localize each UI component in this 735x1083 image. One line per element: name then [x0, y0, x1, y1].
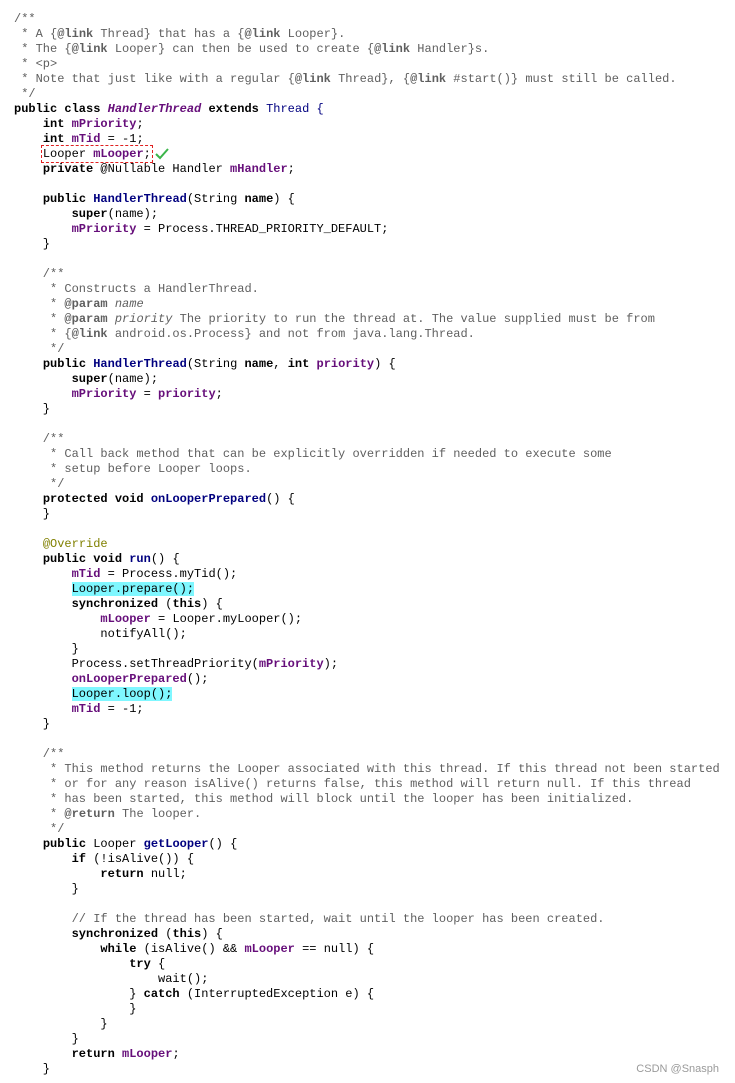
- code-token: mLooper: [93, 147, 144, 161]
- code-token: /**: [14, 747, 65, 761]
- code-token: ;: [172, 1047, 180, 1061]
- code-line: [14, 342, 720, 357]
- code-line: [14, 972, 720, 987]
- code-token: onLooperPrepared: [150, 492, 267, 506]
- code-line: [14, 492, 720, 507]
- code-token: mHandler: [230, 162, 288, 176]
- code-token: mPriority: [71, 222, 137, 236]
- code-token: priority: [158, 387, 216, 401]
- code-token: * Call back method that can be explicitly overridden if needed to execute some: [14, 447, 612, 461]
- code-token: [14, 597, 72, 611]
- code-token: [108, 312, 115, 326]
- code-line: [14, 717, 720, 732]
- code-line: [14, 1017, 720, 1032]
- code-token: @link: [294, 72, 331, 86]
- code-token: }: [14, 1002, 137, 1016]
- code-line: [14, 627, 720, 642]
- code-line: [14, 432, 720, 447]
- code-token: run: [129, 552, 151, 566]
- code-token: [14, 867, 100, 881]
- code-token: }: [14, 1032, 79, 1046]
- code-token: * has been started, this method will block until the looper has been initialized.: [14, 792, 634, 806]
- code-token: }: [14, 642, 79, 656]
- code-token: {: [158, 957, 166, 971]
- code-token: () {: [150, 552, 180, 566]
- code-token: @link: [410, 72, 447, 86]
- code-line: [14, 417, 720, 432]
- code-line: [14, 477, 720, 492]
- code-line: [14, 327, 720, 342]
- code-token: = Looper.myLooper();: [150, 612, 303, 626]
- code-token: @return: [64, 807, 115, 821]
- code-line: [14, 72, 720, 87]
- code-token: /**: [14, 432, 65, 446]
- code-token: android.os.Process} and not from java.lang.Thread.: [107, 327, 475, 341]
- code-token: [14, 207, 72, 221]
- code-token: [14, 132, 43, 146]
- code-line: [14, 312, 720, 327]
- code-token: }: [14, 987, 144, 1001]
- code-line: [14, 297, 720, 312]
- code-token: */: [14, 822, 65, 836]
- code-line: [14, 582, 720, 597]
- code-token: @link: [244, 27, 281, 41]
- code-token: [14, 192, 43, 206]
- code-viewer: [14, 12, 720, 1077]
- code-line: [14, 387, 720, 402]
- code-line: [14, 42, 720, 57]
- code-line: [14, 927, 720, 942]
- code-token: ;: [215, 387, 223, 401]
- code-line: [14, 732, 720, 747]
- code-line: [14, 912, 720, 927]
- code-token: [14, 357, 43, 371]
- code-token: /**: [14, 267, 65, 281]
- code-token: mLooper: [244, 942, 295, 956]
- code-token: (: [165, 597, 173, 611]
- code-line: [14, 567, 720, 582]
- code-token: *: [14, 312, 65, 326]
- code-line: [14, 792, 720, 807]
- code-token: = Process.myTid();: [100, 567, 238, 581]
- code-token: The looper.: [114, 807, 202, 821]
- code-line: [14, 597, 720, 612]
- code-token: public class: [14, 102, 108, 116]
- code-token: [108, 297, 115, 311]
- code-line: [14, 267, 720, 282]
- code-token: () {: [266, 492, 295, 506]
- code-token: }: [14, 237, 51, 251]
- code-token: /**: [14, 12, 36, 26]
- code-token: *: [14, 297, 65, 311]
- code-token: name: [244, 357, 274, 371]
- code-token: }: [14, 1062, 51, 1076]
- code-line: [14, 192, 720, 207]
- code-line: [14, 807, 720, 822]
- code-token: mLooper: [122, 1047, 173, 1061]
- code-token: (: [165, 927, 173, 941]
- code-token: mPriority: [71, 387, 137, 401]
- code-token: =: [136, 387, 159, 401]
- code-token: mLooper: [100, 612, 151, 626]
- code-token: [14, 612, 100, 626]
- code-token: [14, 837, 43, 851]
- code-line: [14, 897, 720, 912]
- code-token: public: [42, 192, 94, 206]
- code-token: );: [323, 657, 339, 671]
- code-token: Handler}s.: [410, 42, 490, 56]
- code-token: [14, 147, 43, 161]
- code-line: [14, 447, 720, 462]
- code-token: mTid: [71, 132, 101, 146]
- code-token: @param: [64, 297, 108, 311]
- code-line: [14, 132, 720, 147]
- code-token: int: [287, 357, 317, 371]
- code-token: Thread {: [266, 102, 324, 116]
- code-line: [14, 282, 720, 297]
- code-token: [14, 942, 100, 956]
- checkmark-icon: [155, 148, 169, 160]
- code-token: [14, 222, 72, 236]
- code-line: [14, 207, 720, 222]
- code-token: }: [14, 507, 51, 521]
- code-line: [14, 882, 720, 897]
- code-token: * Constructs a HandlerThread.: [14, 282, 259, 296]
- code-token: [14, 672, 72, 686]
- code-line: [14, 357, 720, 372]
- code-token: HandlerThread: [93, 357, 187, 371]
- code-token: */: [14, 87, 36, 101]
- code-token: * Note that just like with a regular {: [14, 72, 295, 86]
- code-token: * A {: [14, 27, 58, 41]
- code-token: Looper: [42, 147, 94, 161]
- code-token: synchronized: [71, 927, 166, 941]
- code-token: */: [14, 477, 65, 491]
- code-token: mTid: [71, 702, 101, 716]
- code-token: onLooperPrepared: [71, 672, 187, 686]
- code-line: [14, 672, 720, 687]
- code-line: [14, 867, 720, 882]
- code-token: name: [114, 297, 144, 311]
- code-token: }: [14, 402, 51, 416]
- code-line: [14, 102, 720, 117]
- code-token: The priority to run the thread at. The value supplied must be from: [172, 312, 655, 326]
- code-token: Thread}, {: [330, 72, 411, 86]
- code-token: public: [42, 837, 94, 851]
- code-line: [14, 237, 720, 252]
- code-token: = -1;: [100, 132, 144, 146]
- code-token: [14, 117, 43, 131]
- code-token: [14, 1047, 72, 1061]
- code-line: [14, 537, 720, 552]
- code-token: [14, 162, 43, 176]
- annotation-box: [43, 147, 151, 161]
- code-token: name: [244, 192, 274, 206]
- code-token: mTid: [71, 567, 101, 581]
- code-line: [14, 747, 720, 762]
- code-token: @Nullable Handler: [100, 162, 231, 176]
- code-token: extends: [201, 102, 267, 116]
- code-token: * or for any reason isAlive() returns false, this method will return null. If this thread: [14, 777, 691, 791]
- code-token: * The {: [14, 42, 72, 56]
- code-line: [14, 642, 720, 657]
- code-token: [14, 852, 72, 866]
- code-token: [14, 687, 72, 701]
- code-token: Process.setThreadPriority(: [14, 657, 259, 671]
- code-token: [14, 492, 43, 506]
- code-token: this: [172, 927, 202, 941]
- code-line: [14, 702, 720, 717]
- code-token: == null) {: [294, 942, 375, 956]
- code-line: [14, 87, 720, 102]
- code-token: }: [14, 1017, 108, 1031]
- code-token: [14, 372, 72, 386]
- code-token: = Process.THREAD_PRIORITY_DEFAULT;: [136, 222, 389, 236]
- code-token: getLooper: [143, 837, 209, 851]
- code-token: super: [71, 207, 108, 221]
- code-line: [14, 1032, 720, 1047]
- code-line: [14, 777, 720, 792]
- code-token: ;: [287, 162, 295, 176]
- code-token: if: [71, 852, 94, 866]
- code-token: }: [14, 717, 51, 731]
- code-line: [14, 1062, 720, 1077]
- code-line: [14, 147, 720, 162]
- code-token: [14, 702, 72, 716]
- code-token: Looper} can then be used to create {: [107, 42, 375, 56]
- code-token: try: [129, 957, 159, 971]
- code-token: @link: [374, 42, 411, 56]
- code-token: Looper.loop();: [71, 687, 173, 701]
- code-token: // If the thread has been started, wait until the looper has been created.: [14, 912, 605, 926]
- code-token: * {: [14, 327, 72, 341]
- code-line: [14, 837, 720, 852]
- code-token: HandlerThread: [93, 192, 187, 206]
- code-line: [14, 762, 720, 777]
- code-token: (String: [186, 357, 245, 371]
- code-line: [14, 957, 720, 972]
- code-token: HandlerThread: [107, 102, 202, 116]
- code-token: int: [42, 117, 72, 131]
- code-line: [14, 177, 720, 192]
- code-token: return: [71, 1047, 123, 1061]
- code-token: (InterruptedException e) {: [186, 987, 375, 1001]
- code-token: ) {: [201, 927, 223, 941]
- code-token: Thread} that has a {: [93, 27, 245, 41]
- code-token: this: [172, 597, 202, 611]
- code-token: public: [42, 357, 94, 371]
- code-token: null;: [150, 867, 187, 881]
- code-token: ) {: [273, 192, 295, 206]
- code-line: [14, 507, 720, 522]
- code-line: [14, 1047, 720, 1062]
- code-token: protected void: [42, 492, 151, 506]
- code-token: ) {: [201, 597, 223, 611]
- code-token: ,: [273, 357, 288, 371]
- code-line: [14, 117, 720, 132]
- code-line: [14, 657, 720, 672]
- code-token: [14, 552, 43, 566]
- code-token: *: [14, 807, 65, 821]
- code-token: }: [14, 882, 79, 896]
- code-line: [14, 57, 720, 72]
- code-token: */: [14, 342, 65, 356]
- code-token: [14, 567, 72, 581]
- code-token: (name);: [107, 207, 159, 221]
- code-line: [14, 852, 720, 867]
- code-line: [14, 522, 720, 537]
- code-line: [14, 372, 720, 387]
- code-line: [14, 822, 720, 837]
- code-token: ;: [143, 147, 151, 161]
- code-line: [14, 687, 720, 702]
- code-token: wait();: [14, 972, 209, 986]
- code-token: * setup before Looper loops.: [14, 462, 252, 476]
- code-line: [14, 552, 720, 567]
- code-token: [14, 537, 43, 551]
- code-token: @Override: [42, 537, 108, 551]
- code-token: priority: [316, 357, 375, 371]
- code-token: @link: [71, 327, 108, 341]
- code-token: * This method returns the Looper associated with this thread. If this thread not been started: [14, 762, 720, 776]
- code-token: [14, 957, 129, 971]
- code-token: mPriority: [71, 117, 137, 131]
- code-token: = -1;: [100, 702, 144, 716]
- code-line: [14, 987, 720, 1002]
- code-line: [14, 1002, 720, 1017]
- code-token: int: [42, 132, 72, 146]
- code-token: @link: [57, 27, 94, 41]
- code-token: Looper}.: [280, 27, 346, 41]
- code-line: [14, 12, 720, 27]
- code-token: ();: [186, 672, 209, 686]
- code-token: () {: [208, 837, 238, 851]
- code-token: #start()} must still be called.: [446, 72, 677, 86]
- code-token: (isAlive() &&: [143, 942, 245, 956]
- code-token: [14, 387, 72, 401]
- code-token: while: [100, 942, 144, 956]
- code-token: synchronized: [71, 597, 166, 611]
- code-line: [14, 222, 720, 237]
- code-token: Looper.prepare();: [71, 582, 195, 596]
- code-token: public void: [42, 552, 130, 566]
- code-token: (String: [186, 192, 245, 206]
- code-token: ) {: [374, 357, 396, 371]
- code-token: ;: [136, 117, 144, 131]
- code-line: [14, 612, 720, 627]
- code-token: @link: [71, 42, 108, 56]
- code-token: @param: [64, 312, 108, 326]
- code-token: * <p>: [14, 57, 58, 71]
- code-line: [14, 162, 720, 177]
- code-token: [14, 927, 72, 941]
- code-line: [14, 252, 720, 267]
- code-token: Looper: [93, 837, 144, 851]
- code-token: return: [100, 867, 151, 881]
- code-line: [14, 462, 720, 477]
- code-line: [14, 27, 720, 42]
- code-token: private: [42, 162, 101, 176]
- code-token: (name);: [107, 372, 159, 386]
- code-token: mPriority: [258, 657, 324, 671]
- code-token: notifyAll();: [14, 627, 187, 641]
- code-token: catch: [143, 987, 187, 1001]
- code-line: [14, 942, 720, 957]
- code-token: (!isAlive()) {: [93, 852, 195, 866]
- watermark: CSDN @Snasph: [636, 1063, 719, 1075]
- code-line: [14, 402, 720, 417]
- code-token: [14, 582, 72, 596]
- code-token: priority: [114, 312, 173, 326]
- code-token: super: [71, 372, 108, 386]
